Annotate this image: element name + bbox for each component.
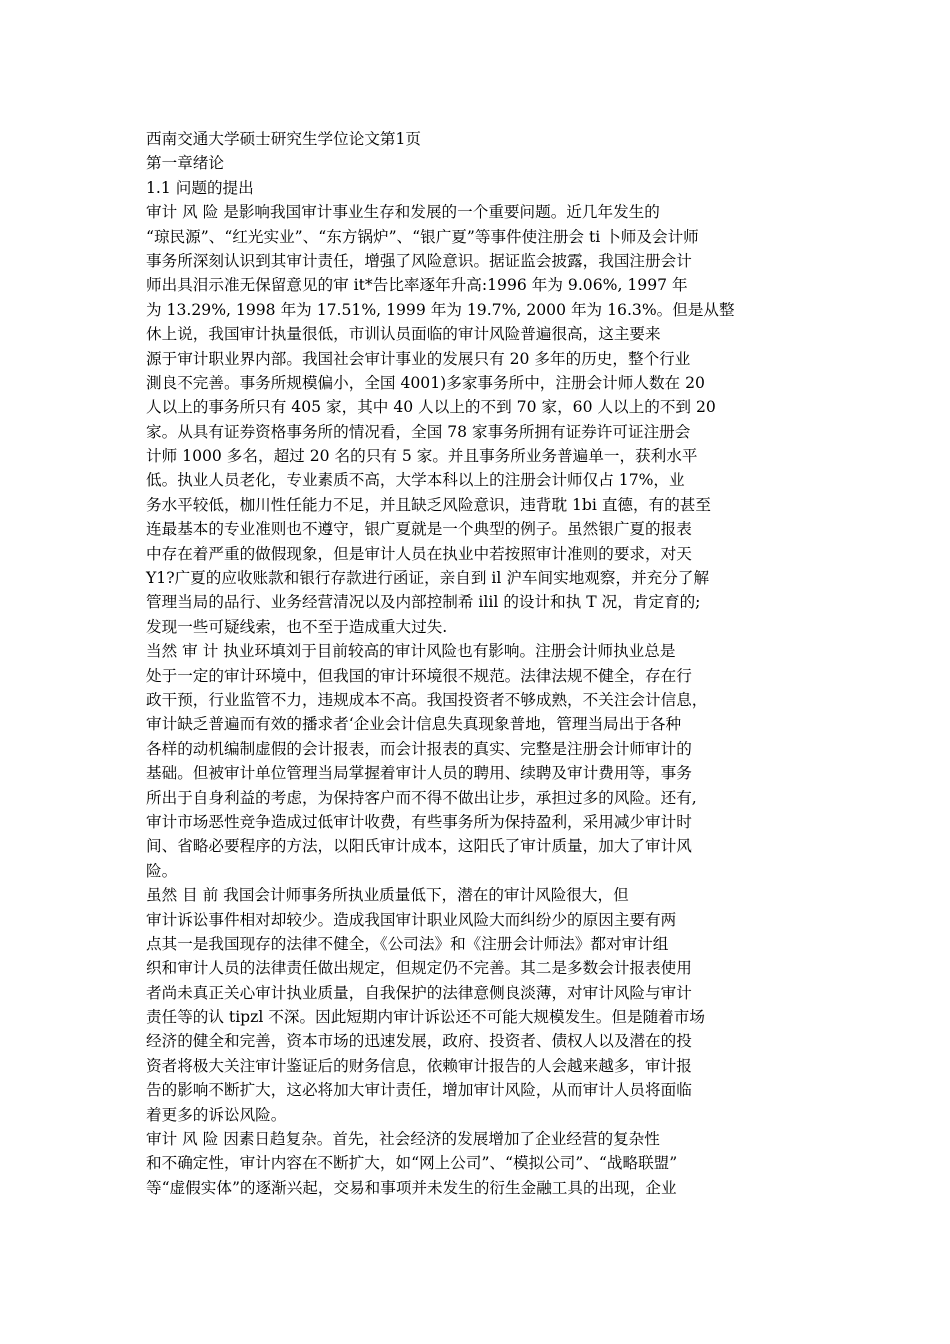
- text-line: 师出具泪示准无保留意见的审 it*告比率逐年升高:1996 年为 9.06%, 1997 年: [146, 276, 688, 295]
- text-line: 低。执业人员老化，专业素质不高，大学本科以上的注册会计师仅占 17%，业: [146, 471, 685, 490]
- text-line: 虽然 目 前 我国会计师事务所执业质量低下，潜在的审计风险很大，但: [146, 886, 629, 905]
- text-line: 人以上的事务所只有 405 家，其中 40 人以上的不到 70 家，60 人以上的不到 20: [146, 398, 716, 417]
- text-line: 点其一是我国现存的法律不健全，《公司法》和《注册会计师法》都对审计组: [146, 934, 669, 953]
- text-line: 和不确定性，审计内容在不断扩大，如“网上公司”、“模拟公司”、“战略联盟”: [146, 1154, 678, 1173]
- text-line: 审计 风 险 因素日趋复杂。首先，社会经济的发展增加了企业经营的复杂性: [146, 1130, 660, 1149]
- text-line: 所出于自身利益的考虑，为保持客户而不得不做出让步，承担过多的风险。还有,: [146, 788, 697, 807]
- text-line: 险。: [146, 861, 178, 880]
- text-line: 审计市场恶性竞争造成过低审计收费，有些事务所为保持盈利，采用减少审计时: [146, 812, 692, 831]
- text-line: 事务所深刻认识到其审计责任，增强了风险意识。据证监会披露，我国注册会计: [146, 251, 692, 270]
- text-line: 为 13.29%, 1998 年为 17.51%, 1999 年为 19.7%, 2000 年为 16.3%。但是从整: [146, 300, 735, 319]
- text-line: 间、省略必要程序的方法，以阳氏审计成本，这阳氏了审计质量，加大了审计风: [146, 837, 692, 856]
- text-line: 审计诉讼事件相对却较少。造成我国审计职业风险大而纠纷少的原因主要有两: [146, 910, 677, 929]
- text-line: 织和审计人员的法律责任做出规定，但规定仍不完善。其二是多数会计报表使用: [146, 959, 692, 978]
- text-line: 告的影响不断扩大，这必将加大审计责任，增加审计风险，从而审计人员将面临: [146, 1081, 692, 1100]
- text-line: 着更多的诉讼风险。: [146, 1105, 287, 1124]
- text-line: 资者将极大关注审计鉴证后的财务信息，依赖审计报告的人会越来越多，审计报: [146, 1056, 692, 1075]
- text-line: 者尚未真正关心审计执业质量，自我保护的法律意侧良淡薄，对审计风险与审计: [146, 983, 692, 1002]
- text-line: 务水平较低，枷川性任能力不足，并且缺乏风险意识，违背耽 1bi 直德，有的甚至: [146, 495, 711, 514]
- text-line: 西南交通大学硕士研究生学位论文第1页: [146, 130, 422, 148]
- text-line: 基础。但被审计单位管理当局掌握着审计人员的聘用、续聘及审计费用等，事务: [146, 764, 692, 783]
- text-line: 计师 1000 多名，超过 20 名的只有 5 家。并且事务所业务普遍单一，获利水平: [146, 447, 698, 466]
- text-line: 发现一些可疑线索，也不至于造成重大过失.: [146, 617, 448, 636]
- document-body: [146, 127, 826, 1200]
- text-line: 当然 审 计 执业环填刘于目前较高的审计风险也有影响。注册会计师执业总是: [146, 642, 676, 661]
- text-line: 各样的动机编制虚假的会计报表，而会计报表的真实、完整是注册会计师审计的: [146, 739, 692, 758]
- text-line: 休上说，我国审计执量很低，市训认员面临的审计风险普遍很高，这主要来: [146, 325, 661, 344]
- text-line: 经济的健全和完善，资本市场的迅速发展，政府、投资者、债权人以及潜在的投: [146, 1032, 692, 1051]
- text-line: 审计 风 险 是影响我国审计事业生存和发展的一个重要问题。近几年发生的: [146, 203, 660, 222]
- text-line: 责任等的认 tipzl 不深。因此短期内审计诉讼还不可能大规模发生。但是随着市场: [146, 1008, 705, 1027]
- text-line: “琼民源”、“红光实业”、“东方锅炉”、“银广夏”等事件使注册会 ti 卜师及会计师: [146, 227, 699, 246]
- text-line: 管理当局的品行、业务经营清况以及内部控制希 ilil 的设计和执 T 况，肯定育的;: [146, 593, 701, 612]
- text-line: 1.1 问题的提出: [146, 178, 254, 197]
- text-line: 连最基本的专业准则也不遵守，银广夏就是一个典型的例子。虽然银广夏的报表: [146, 520, 692, 539]
- text-line: 中存在着严重的做假现象，但是审计人员在执业中若按照审计准则的要求，对天: [146, 544, 692, 563]
- text-line: 第一章绪论: [146, 154, 224, 173]
- text-line: 等“虚假实体”的逐渐兴起，交易和事项并未发生的衍生金融工具的出现，企业: [146, 1178, 677, 1197]
- text-line: 源于审计职业界内部。我国社会审计事业的发展只有 20 多年的历史，整个行业: [146, 349, 691, 368]
- text-line: Y1?广夏的应收账款和银行存款进行函证，亲自到 il 沪车间实地观察，并充分了解: [146, 569, 710, 588]
- text-line: 測良不完善。事务所规模偏小，全国 4001)多家事务所中，注册会计师人数在 20: [146, 373, 705, 392]
- text-line: 家。从具有证券资格事务所的情况看，全国 78 家事务所拥有证券许可证注册会: [146, 422, 691, 441]
- text-line: 政干预，行业监管不力，违规成本不高。我国投资者不够成熟，不关注会计信息，: [146, 690, 708, 709]
- text-line: 审计缺乏普遍而有效的播求者‘企业会计信息失真现象普地，管理当局出于各种: [146, 715, 682, 734]
- text-line: 处于一定的审计环境中，但我国的审计环境很不规范。法律法规不健全，存在行: [146, 666, 692, 685]
